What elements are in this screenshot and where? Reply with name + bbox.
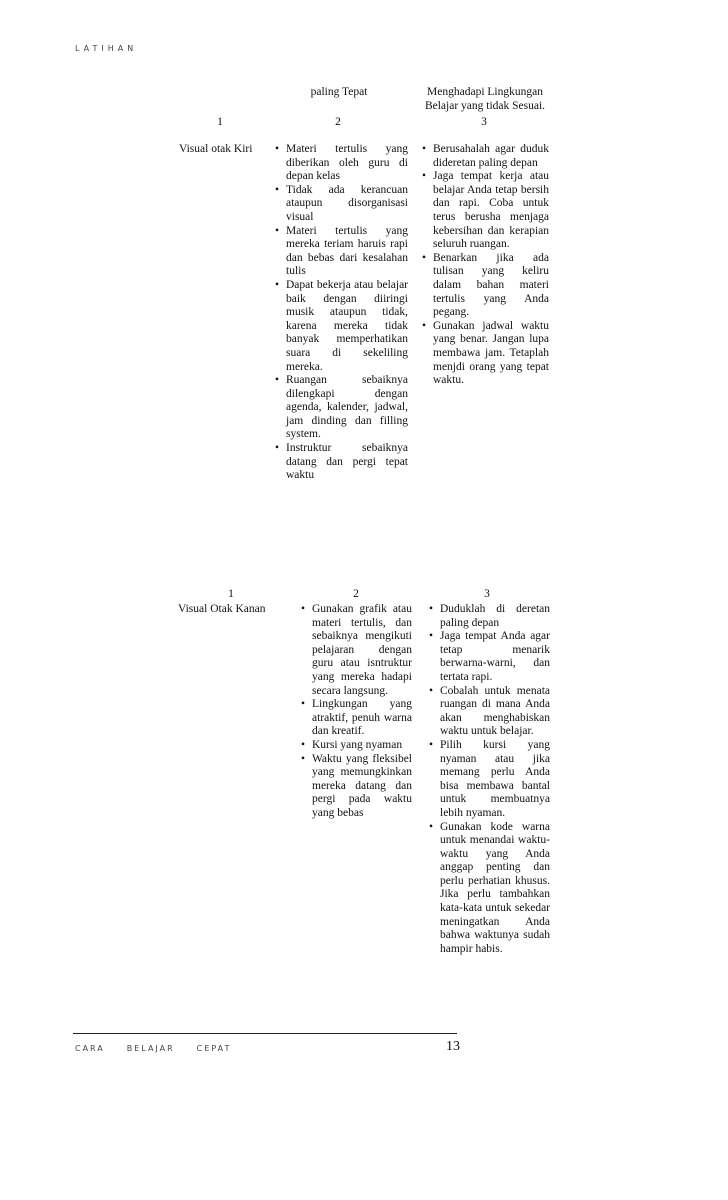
table1-partial-header-col3: Menghadapi Lingkungan Belajar yang tidak Sesuai. <box>424 86 546 112</box>
footer-word: BELAJAR <box>126 1044 175 1053</box>
list-item: • Berusahalah agar duduk dideretan paling depan <box>422 143 549 170</box>
table2-col-number-3: 3 <box>484 588 490 600</box>
table1-col-number-2: 2 <box>335 116 341 128</box>
list-item: • Benarkan jika ada tulisan yang keliru dalam bahan materi tertulis yang Anda pegang. <box>422 252 549 320</box>
table1-partial-header-col2: paling Tepat <box>310 86 368 98</box>
list-item: • Jaga tempat kerja atau belajar Anda tetap bersih dan rapi. Coba untuk terus berusha menjaga kebersihan dan kerapian seluruh ruangan. <box>422 170 549 252</box>
list-item: • Ruangan sebaiknya dilengkapi dengan agenda, kalender, jadwal, jam dinding dan filling system. <box>275 374 408 442</box>
table1-col-number-1: 1 <box>217 116 223 128</box>
footer-title <box>75 1044 253 1053</box>
list-item: • Dapat bekerja atau belajar baik dengan diiringi musik ataupun tidak, karena mereka tidak banyak memperhatikan suara di sekeliling mereka. <box>275 279 408 374</box>
list-item: • Gunakan grafik atau materi tertulis, dan sebaiknya mengikuti pelajaran dengan guru atau isntruktur yang mereka hadapi secara langsung. <box>301 603 412 698</box>
list-item: • Gunakan jadwal waktu yang benar. Jangan lupa membawa jam. Tetaplah menjdi orang yang tepat waktu. <box>422 320 549 388</box>
page-number: 13 <box>446 1039 460 1054</box>
list-item: • Duduklah di deretan paling depan <box>429 603 550 630</box>
list-item: • Materi tertulis yang mereka teriam haruis rapi dan bebas dari kesalahan tulis <box>275 225 408 279</box>
footer-word: CARA <box>75 1044 105 1053</box>
list-item: • Instruktur sebaiknya datang dan pergi tepat waktu <box>275 442 408 483</box>
list-item: • Lingkungan yang atraktif, penuh warna dan kreatif. <box>301 698 412 739</box>
footer-word: CEPAT <box>196 1044 232 1053</box>
table1-col3-list <box>422 143 549 388</box>
list-item: • Cobalah untuk menata ruangan di mana Anda akan menghabiskan waktu untuk belajar. <box>429 685 550 739</box>
running-header: LATIHAN <box>75 44 138 53</box>
list-item: • Waktu yang fleksibel yang memungkinkan mereka datang dan pergi pada waktu yang bebas <box>301 753 412 821</box>
list-item: • Pilih kursi yang nyaman atau jika memang perlu Anda bisa membawa bantal untuk membuatnya lebih nyaman. <box>429 739 550 821</box>
list-item: • Gunakan kode warna untuk menandai waktu-waktu yang Anda anggap penting dan perlu perhatian khusus. Jika perlu tambahkan kata-kata untuk sekedar meningatkan Anda bahwa waktunya sudah hampir habis. <box>429 821 550 957</box>
table2-col3-list <box>429 603 550 956</box>
table2-col-number-2: 2 <box>353 588 359 600</box>
list-item: • Tidak ada kerancuan ataupun disorganisasi visual <box>275 184 408 225</box>
table2-row-label: Visual Otak Kanan <box>178 603 266 615</box>
table1-col-number-3: 3 <box>481 116 487 128</box>
table1-row-label: Visual otak Kiri <box>179 143 253 155</box>
table2-col-number-1: 1 <box>228 588 234 600</box>
table2-col2-list <box>301 603 412 821</box>
footer-divider <box>73 1033 457 1034</box>
list-item: • Materi tertulis yang diberikan oleh guru di depan kelas <box>275 143 408 184</box>
list-item: • Jaga tempat Anda agar tetap menarik berwarna-warni, dan tertata rapi. <box>429 630 550 684</box>
table1-col2-list <box>275 143 408 483</box>
list-item: • Kursi yang nyaman <box>301 739 412 753</box>
